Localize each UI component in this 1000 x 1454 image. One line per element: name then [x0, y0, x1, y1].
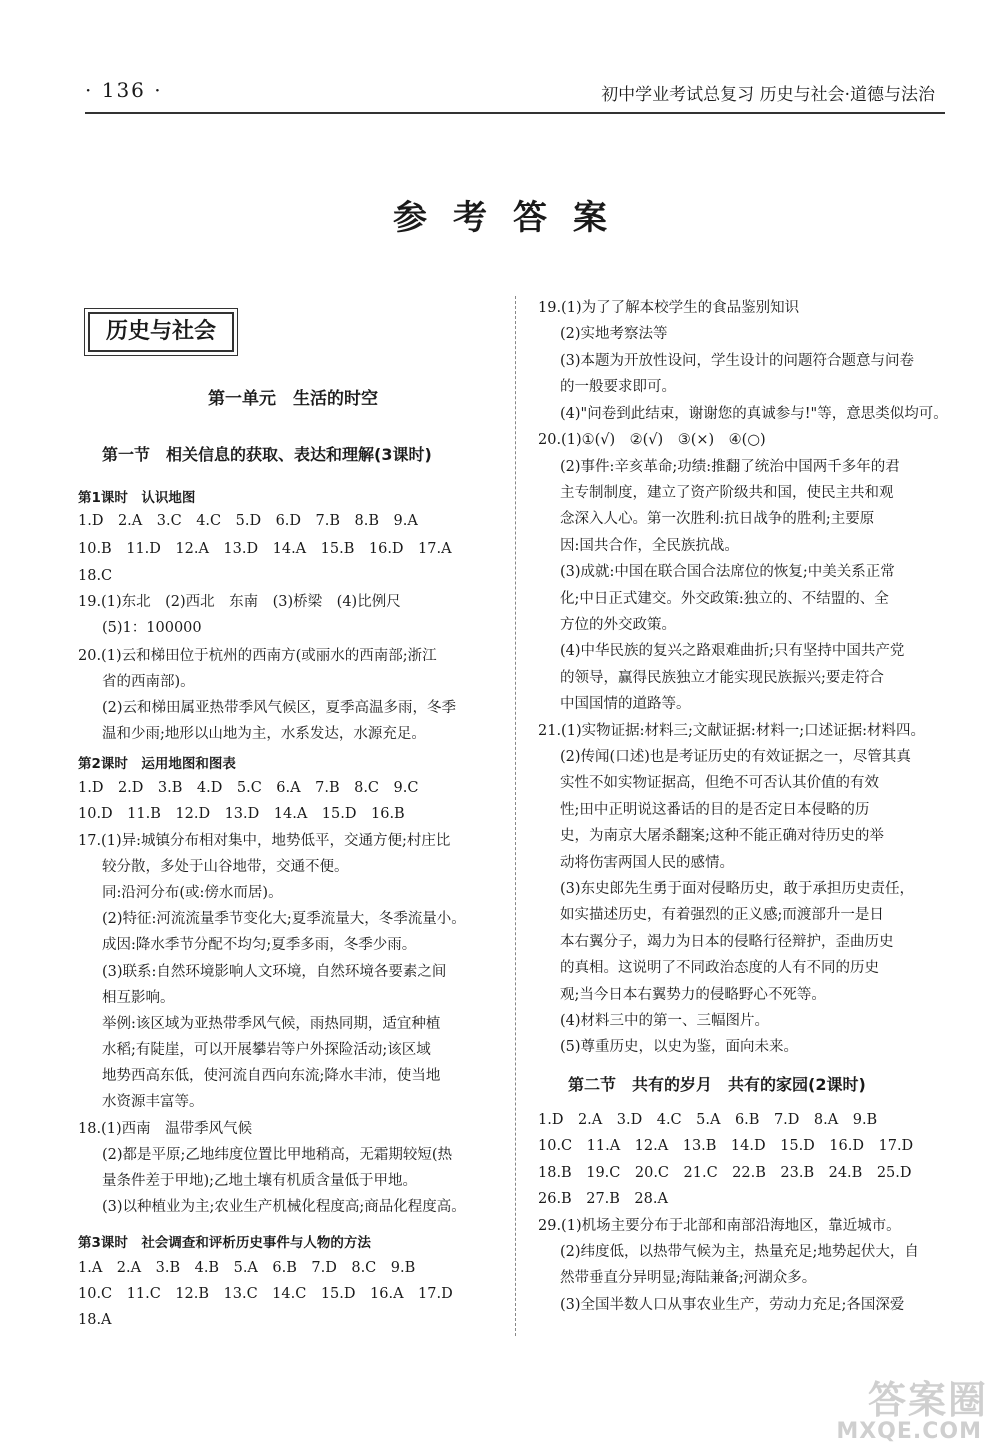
answer-line: 量条件差于甲地);乙地土壤有机质含量低于甲地。: [102, 1173, 418, 1189]
answer-line: 性;田中正明说这番话的目的是否定日本侵略的历: [560, 802, 870, 818]
answer-line: (3)本题为开放性设问，学生设计的问题符合题意与问卷: [560, 353, 915, 369]
answer-line: (2)传闻(口述)也是考证历史的有效证据之一，尽管其真: [560, 749, 911, 765]
answer-line: (5)1：100000: [102, 620, 202, 636]
answer-line: (3)以种植业为主;农业生产机械化程度高;商品化程度高。: [102, 1199, 466, 1215]
answer-line: 10.D 11.B 12.D 13.D 14.A 15.D 16.B: [78, 806, 405, 822]
answer-line: 10.B 11.D 12.A 13.D 14.A 15.B 16.D 17.A: [78, 541, 452, 557]
answer-line: 18.A: [78, 1312, 112, 1328]
answer-line: 20.(1)云和梯田位于杭州的西南方(或丽水的西南部;浙江: [78, 648, 437, 664]
answer-line: (3)联系:自然环境影响人文环境，自然环境各要素之间: [102, 964, 447, 980]
answer-line: (3)成就:中国在联合国合法席位的恢复;中美关系正常: [560, 564, 895, 580]
section-title: 第一节 相关信息的获取、表达和理解(3课时): [102, 445, 432, 464]
answer-line: 动将伤害两国人民的感情。: [560, 855, 734, 871]
section-title: 第二节 共有的岁月 共有的家园(2课时): [568, 1075, 866, 1094]
answer-line: 化;中日正式建交。外交政策:独立的、不结盟的、全: [560, 591, 889, 607]
answer-line: 相互影响。: [102, 990, 175, 1006]
answer-line: 19.(1)东北 (2)西北 东南 (3)桥梁 (4)比例尺: [78, 594, 401, 610]
answer-line: 方位的外交政策。: [560, 617, 676, 633]
page-header: [85, 78, 935, 108]
answer-line: 温和少雨;地形以山地为主，水系发达，水源充足。: [102, 726, 426, 742]
subject-heading: 历史与社会: [88, 312, 234, 352]
answer-line: 成因:降水季节分配不均匀;夏季多雨，冬季少雨。: [102, 937, 417, 953]
answer-line: (3)全国半数人口从事农业生产，劳动力充足;各国深爱: [560, 1297, 905, 1313]
lesson-title: 第2课时 运用地图和图表: [78, 756, 236, 772]
answer-line: (4)中华民族的复兴之路艰难曲折;只有坚持中国共产党: [560, 643, 905, 659]
answer-line: 29.(1)机场主要分布于北部和南部沿海地区，靠近城市。: [538, 1218, 901, 1234]
answer-line: 18.B 19.C 20.C 21.C 22.B 23.B 24.B 25.D: [538, 1165, 912, 1181]
answer-line: (2)特征:河流流量季节变化大;夏季流量大，冬季流量小。: [102, 911, 466, 927]
answer-line: 10.C 11.C 12.B 13.C 14.C 15.D 16.A 17.D: [78, 1286, 453, 1302]
lesson-title: 第1课时 认识地图: [78, 490, 196, 506]
answer-line: 如实描述历史，有着强烈的正义感;而渡部升一是日: [560, 907, 884, 923]
answer-line: 的一般要求即可。: [560, 379, 676, 395]
answer-line: 较分散，多处于山谷地带，交通不便。: [102, 859, 349, 875]
answer-line: 19.(1)为了了解本校学生的食品鉴别知识: [538, 300, 800, 316]
answer-line: (2)云和梯田属亚热带季风气候区，夏季高温多雨，冬季: [102, 700, 457, 716]
answer-line: 中国国情的道路等。: [560, 696, 691, 712]
answer-line: 同:沿河分布(或:傍水而居)。: [102, 885, 283, 901]
running-title: 初中学业考试总复习 历史与社会·道德与法治: [601, 85, 935, 105]
answer-line: (3)东史郎先生勇于面对侵略历史，敢于承担历史责任，: [560, 881, 915, 897]
answer-line: 的领导，赢得民族独立才能实现民族振兴;要走符合: [560, 670, 884, 686]
watermark-url: MXQE.COM: [836, 1419, 982, 1444]
answer-line: 1.D 2.A 3.D 4.C 5.A 6.B 7.D 8.A 9.B: [538, 1112, 878, 1128]
answer-line: 1.D 2.A 3.C 4.C 5.D 6.D 7.B 8.B 9.A: [78, 513, 418, 529]
answer-line: (5)尊重历史，以史为鉴，面向未来。: [560, 1039, 799, 1055]
answer-line: (2)都是平原;乙地纬度位置比甲地稍高，无霜期较短(热: [102, 1147, 453, 1163]
answer-line: 20.(1)①(√) ②(√) ③(×) ④(○): [538, 432, 766, 448]
answer-line: 18.(1)西南 温带季风气候: [78, 1121, 253, 1137]
answer-line: 21.(1)实物证据:材料三;文献证据:材料一;口述证据:材料四。: [538, 723, 926, 739]
answer-line: (2)事件:辛亥革命;功绩:推翻了统治中国两千多年的君: [560, 459, 900, 475]
answer-line: 18.C: [78, 568, 113, 584]
answer-line: 1.A 2.A 3.B 4.B 5.A 6.B 7.D 8.C 9.B: [78, 1260, 416, 1276]
unit-title: 第一单元 生活的时空: [208, 389, 378, 409]
answer-line: (2)实地考察法等: [560, 326, 668, 342]
answer-line: 举例:该区域为亚热带季风气候，雨热同期，适宜种植: [102, 1016, 441, 1032]
answer-line: 10.C 11.A 12.A 13.B 14.D 15.D 16.D 17.D: [538, 1138, 914, 1154]
answer-line: (4)"问卷到此结束，谢谢您的真诚参与!"等，意思类似均可。: [560, 406, 948, 422]
page-title: 参考答案: [393, 198, 633, 238]
answer-line: 的真相。这说明了不同政治态度的人有不同的历史: [560, 960, 879, 976]
column-divider: [515, 296, 517, 1336]
answer-line: (4)材料三中的第一、三幅图片。: [560, 1013, 770, 1029]
watermark-text: 答案圈: [867, 1378, 988, 1422]
answer-line: 水资源丰富等。: [102, 1094, 204, 1110]
answer-line: 省的西南部)。: [102, 674, 195, 690]
answer-line: 观;当今日本右翼势力的侵略野心不死等。: [560, 987, 826, 1003]
answer-line: 本右翼分子，竭力为日本的侵略行径辩护，歪曲历史: [560, 934, 894, 950]
answer-line: 实性不如实物证据高，但绝不可否认其价值的有效: [560, 775, 879, 791]
watermark-logo: [808, 1369, 988, 1444]
answer-line: 地势西高东低，使河流自西向东流;降水丰沛，使当地: [102, 1068, 441, 1084]
answer-line: 26.B 27.B 28.A: [538, 1191, 668, 1207]
answer-line: 因:国共合作，全民族抗战。: [560, 538, 739, 554]
answer-line: 1.D 2.D 3.B 4.D 5.C 6.A 7.B 8.C 9.C: [78, 780, 419, 796]
lesson-title: 第3课时 社会调查和评析历史事件与人物的方法: [78, 1235, 371, 1251]
answer-line: 念深入人心。第一次胜利:抗日战争的胜利;主要原: [560, 511, 875, 527]
answer-line: 17.(1)异:城镇分布相对集中，地势低平，交通方便;村庄比: [78, 833, 451, 849]
answer-line: 史，为南京大屠杀翻案;这种不能正确对待历史的举: [560, 828, 884, 844]
answer-line: 主专制制度，建立了资产阶级共和国，使民主共和观: [560, 485, 894, 501]
page-number: · 136 ·: [85, 78, 163, 102]
answer-line: (2)纬度低，以热带气候为主，热量充足;地势起伏大，自: [560, 1244, 919, 1260]
header-rule: [85, 112, 945, 114]
answer-line: 然带垂直分异明显;海陆兼备;河湖众多。: [560, 1270, 817, 1286]
answer-line: 水稻;有陡崖，可以开展攀岩等户外探险活动;该区域: [102, 1042, 431, 1058]
